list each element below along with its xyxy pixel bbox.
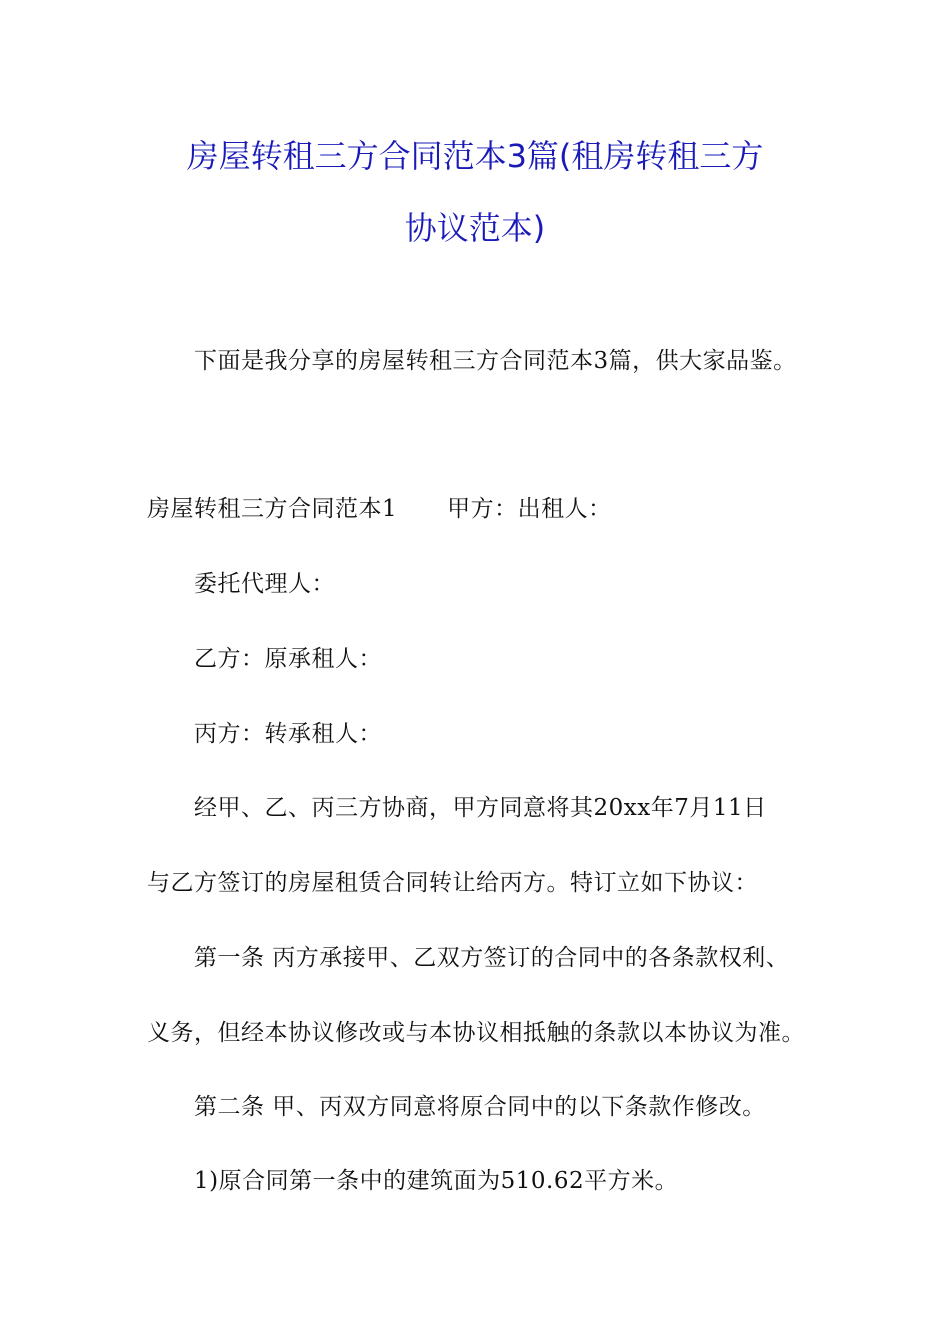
party-b-label: 乙方：原承租人： [194,646,382,672]
intro-paragraph: 下面是我分享的房屋转租三方合同范本3篇，供大家品鉴。 [194,348,797,374]
article-2: 第二条 甲、丙双方同意将原合同中的以下条款作修改。 [194,1094,766,1120]
article-1-line-1: 第一条 丙方承接甲、乙双方签订的合同中的各条款权利、 [194,945,790,971]
paragraph-1-line-2: 与乙方签订的房屋租赁合同转让给丙方。特订立如下协议： [147,870,758,896]
agent-label: 委托代理人： [194,571,335,597]
paragraph-1-line-1: 经甲、乙、丙三方协商，甲方同意将其20xx年7月11日 [194,795,767,821]
party-c-label: 丙方：转承租人： [194,721,382,747]
section-heading-row [147,494,612,524]
item-1: 1)原合同第一条中的建筑面为510.62平方米。 [194,1168,679,1194]
document-title-line-2: 协议范本) [404,209,546,247]
article-1-line-2: 义务，但经本协议修改或与本协议相抵触的条款以本协议为准。 [147,1020,805,1046]
document-title-line-1: 房屋转租三方合同范本3篇(租房转租三方 [186,137,764,175]
section-heading: 房屋转租三方合同范本1 [147,496,398,522]
party-a-label: 甲方：出租人： [447,496,612,522]
